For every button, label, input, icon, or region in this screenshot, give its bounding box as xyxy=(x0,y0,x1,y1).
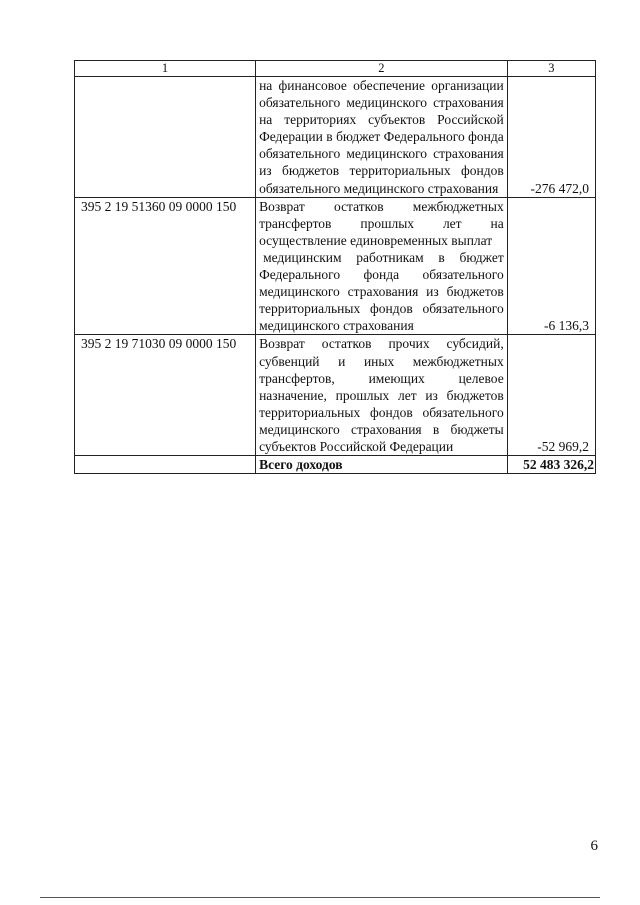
row-description-cell xyxy=(256,197,508,335)
row-code-cell: 395 2 19 71030 09 0000 150 xyxy=(75,335,256,456)
description-line: медицинского страхования xyxy=(259,318,414,334)
row-description-cell xyxy=(256,77,508,198)
description-line: назначение, прошлых лет из бюджетов xyxy=(259,387,504,403)
description-line: обязательного медицинского страхования xyxy=(259,180,499,196)
description-line: субъектов Российской Федерации xyxy=(259,438,454,454)
description-line: обязательного медицинского страхования xyxy=(259,95,504,111)
description-line: из бюджетов территориальных фондов xyxy=(259,163,504,179)
table-row xyxy=(75,77,596,198)
table-header-row xyxy=(75,61,596,77)
description-line: на финансовое обеспечение организации xyxy=(259,78,504,93)
table-row xyxy=(75,335,596,456)
description-line: Возврат остатков прочих субсидий, xyxy=(259,336,504,352)
row-code-cell: 395 2 19 51360 09 0000 150 xyxy=(75,197,256,335)
description-line: Федерации в бюджет Федерального фонда xyxy=(259,129,504,145)
bottom-rule xyxy=(40,897,600,898)
description-line: Федерального фонда обязательного xyxy=(259,267,504,283)
row-code-cell xyxy=(75,77,256,198)
row-amount-cell: -6 136,3 xyxy=(507,197,595,335)
row-amount-cell: -276 472,0 xyxy=(507,77,595,198)
description-line: на территориях субъектов Российской xyxy=(259,112,504,128)
column-header-1: 1 xyxy=(75,61,256,77)
description-line: медицинского страхования в бюджеты xyxy=(259,421,504,437)
table-row xyxy=(75,197,596,335)
description-line: медицинского страхования из бюджетов xyxy=(259,284,504,300)
description-line: территориальных фондов обязательного xyxy=(259,301,504,317)
description-line: трансфертов, имеющих целевое xyxy=(259,370,504,386)
row-amount-cell: -52 969,2 xyxy=(507,335,595,456)
description-line: территориальных фондов обязательного xyxy=(259,404,504,420)
page-number: 6 xyxy=(590,838,598,854)
description-line: медицинским работникам в бюджет xyxy=(263,249,504,265)
description-line: Возврат остатков межбюджетных xyxy=(259,198,504,214)
column-header-2: 2 xyxy=(256,61,508,77)
description-line: обязательного медицинского страхования xyxy=(259,146,504,162)
description-line: субвенций и иных межбюджетных xyxy=(259,353,504,369)
description-line: осуществление единовременных выплат xyxy=(259,232,493,248)
column-header-3: 3 xyxy=(507,61,595,77)
total-code-cell xyxy=(75,456,256,474)
total-label: Всего доходов xyxy=(256,456,508,474)
row-description-cell xyxy=(256,335,508,456)
description-line: трансфертов прошлых лет на xyxy=(259,215,504,231)
total-row xyxy=(75,456,596,474)
revenue-table xyxy=(74,60,596,474)
total-amount: 52 483 326,2 xyxy=(507,456,595,474)
